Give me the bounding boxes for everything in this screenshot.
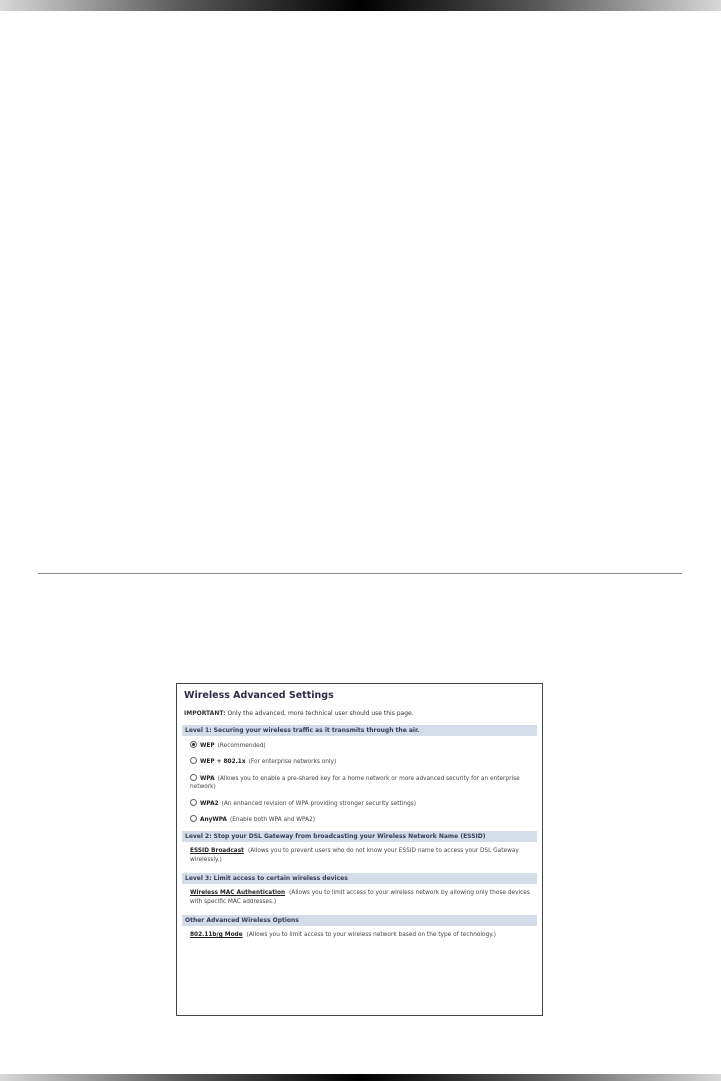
radio-wep-8021x[interactable]	[190, 757, 197, 764]
other-options-header: Other Advanced Wireless Options	[182, 915, 537, 926]
important-label: IMPORTANT:	[184, 710, 226, 717]
page-title: Wireless Advanced Settings	[184, 690, 334, 701]
option-wep-name: WEP	[200, 743, 215, 749]
important-text: Only the advanced, more technical user should use this page.	[227, 710, 414, 717]
option-wep-desc: (Recommended)	[217, 743, 266, 749]
radio-anywpa[interactable]	[190, 815, 197, 822]
level3-header: Level 3: Limit access to certain wireless devices	[182, 873, 537, 884]
level1-header: Level 1: Securing your wireless traffic as it transmits through the air.	[182, 725, 537, 736]
radio-wep[interactable]	[190, 741, 197, 748]
important-note	[184, 710, 537, 717]
horizontal-rule	[38, 573, 682, 574]
essid-broadcast-desc: (Allows you to prevent users who do not know your ESSID name to access your DSL Gateway wirelessly.)	[190, 848, 519, 863]
essid-broadcast-item	[190, 847, 537, 864]
option-anywpa[interactable]	[190, 815, 537, 824]
top-decorative-bar	[0, 0, 721, 11]
option-wpa2-name: WPA2	[200, 800, 219, 807]
option-wep-8021x[interactable]	[190, 757, 537, 766]
option-wpa2[interactable]	[190, 799, 537, 808]
option-anywpa-name: AnyWPA	[200, 816, 227, 823]
mode-desc: (Allows you to limit access to your wireless network based on the type of technology.)	[246, 931, 496, 938]
option-wep-8021x-name: WEP + 802.1x	[200, 759, 246, 766]
mode-item	[190, 931, 537, 939]
option-wep[interactable]	[190, 741, 537, 750]
option-wpa-desc: (Allows you to enable a pre-shared key for a home network or more advanced security for an enterprise network)	[190, 775, 520, 791]
option-anywpa-desc: (Enable both WPA and WPA2)	[230, 816, 316, 823]
option-wpa[interactable]	[190, 774, 537, 792]
essid-broadcast-link[interactable]: ESSID Broadcast	[190, 848, 244, 855]
mac-auth-link[interactable]: Wireless MAC Authentication	[190, 890, 286, 897]
option-wep-8021x-desc: (For enterprise networks only)	[248, 759, 337, 766]
mac-auth-desc: (Allows you to limit access to your wireless network by allowing only those devices with specific MAC addresses.)	[190, 890, 530, 905]
option-wpa-name: WPA	[200, 775, 215, 782]
mac-auth-item	[190, 889, 537, 906]
mode-link[interactable]: 802.11b/g Mode	[190, 931, 243, 938]
bottom-decorative-bar	[0, 1074, 721, 1081]
radio-wpa[interactable]	[190, 774, 197, 781]
level2-header: Level 2: Stop your DSL Gateway from broadcasting your Wireless Network Name (ESSID)	[182, 831, 537, 842]
radio-wpa2[interactable]	[190, 799, 197, 806]
option-wpa2-desc: (An enhanced revision of WPA providing stronger security settings)	[221, 800, 417, 807]
wireless-advanced-settings-panel	[176, 683, 543, 1016]
